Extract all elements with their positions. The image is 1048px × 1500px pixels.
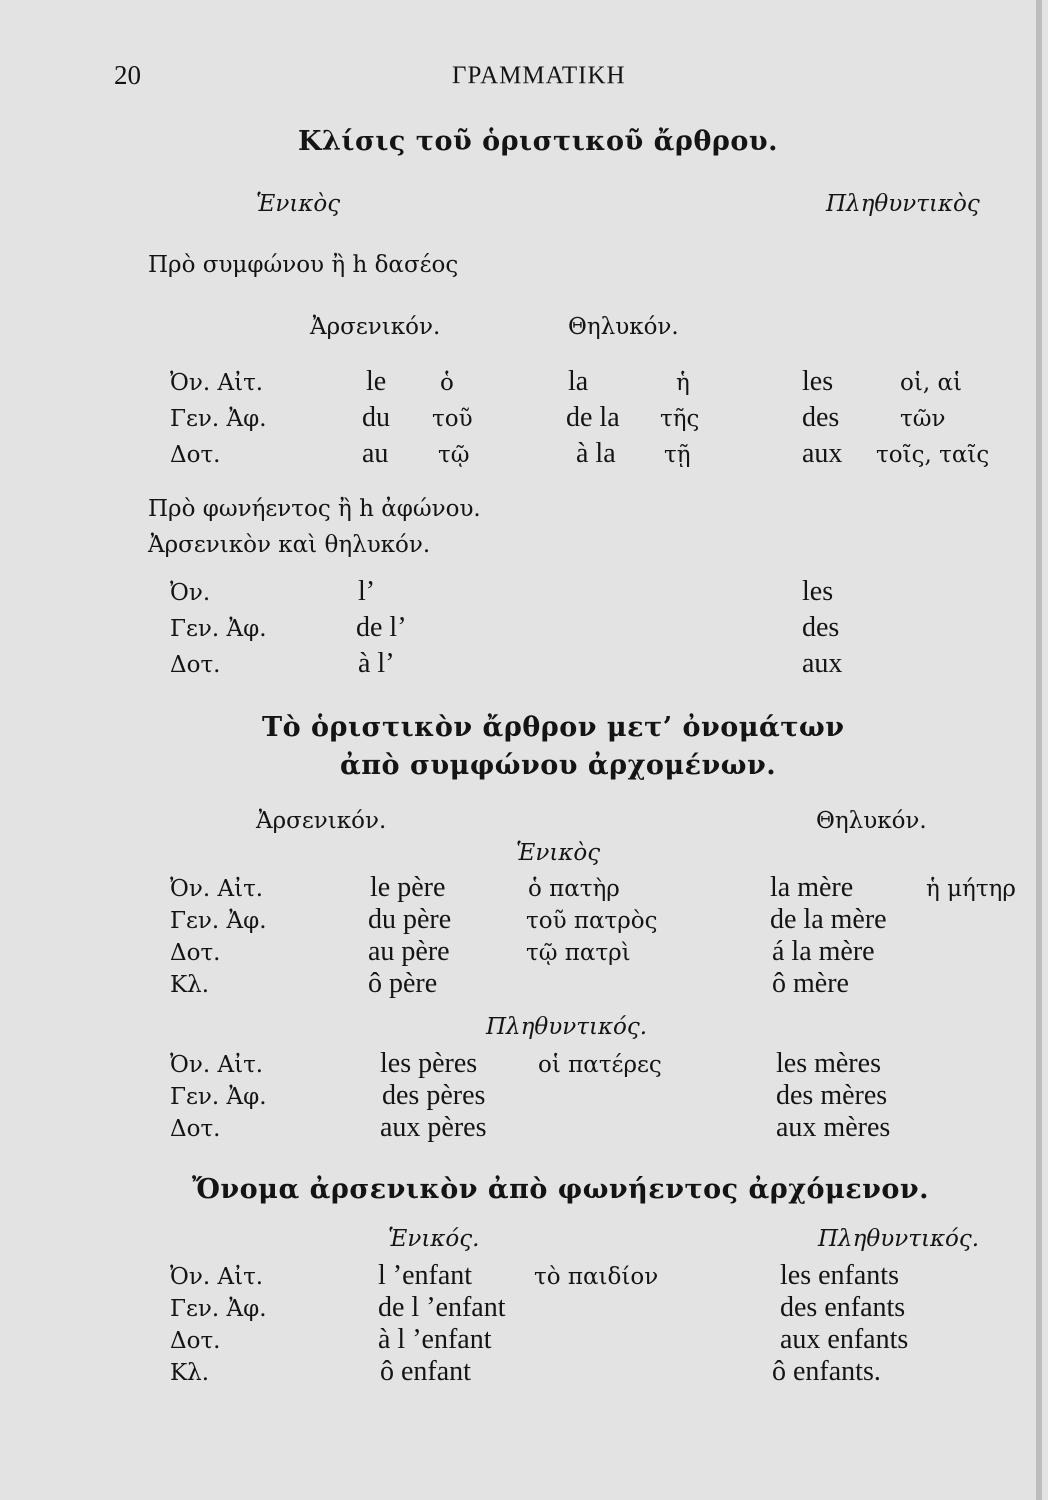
noun-gk: τοῦ πατρὸς xyxy=(526,908,658,934)
section2-title-line1: Τὸ ὁριστικὸν ἄρθρον μετ’ ὀνομάτων xyxy=(262,712,845,743)
article-gk: τῷ xyxy=(438,442,470,468)
article-gk: τῇ xyxy=(664,442,691,468)
case-label: Δοτ. xyxy=(170,442,221,468)
article-fr: des xyxy=(802,612,840,643)
running-title: ΓΡΑΜΜΑΤΙΚΗ xyxy=(452,62,626,89)
noun-fr: le père xyxy=(370,872,446,903)
case-label: Ὀν. Αἰτ. xyxy=(170,876,264,902)
noun-gk: τῷ πατρὶ xyxy=(526,940,631,966)
case-label: Γεν. Ἀφ. xyxy=(170,1084,267,1110)
case-label: Ὀν. xyxy=(170,580,211,606)
case-label: Δοτ. xyxy=(170,940,221,966)
noun-fr: du père xyxy=(368,904,452,935)
article-fr: aux xyxy=(802,648,843,679)
noun-fr: des mères xyxy=(776,1080,888,1111)
article-fr: les xyxy=(802,576,834,607)
article-gk: τοῖς, ταῖς xyxy=(876,442,990,468)
article-fr: des xyxy=(802,402,840,433)
section1-singular-label: Ἑνικὸς xyxy=(256,191,341,217)
noun-fr: aux pères xyxy=(380,1112,487,1143)
article-fr: du xyxy=(362,402,390,433)
case-label: Ὀν. Αἰτ. xyxy=(170,1264,264,1290)
case-label: Ὀν. Αἰτ. xyxy=(170,1052,264,1078)
vowel-note: Πρὸ φωνήεντος ἢ h ἀφώνου. xyxy=(148,496,481,522)
case-label: Γεν. Ἀφ. xyxy=(170,908,267,934)
section2-masculine-label: Ἀρσενικόν. xyxy=(256,808,387,834)
section2-feminine-label: Θηλυκόν. xyxy=(816,808,927,834)
section1-masculine-label: Ἀρσενικόν. xyxy=(310,314,441,340)
noun-fr: á la mère xyxy=(772,936,875,967)
article-fr: de la xyxy=(566,402,620,433)
noun-fr: à l ’enfant xyxy=(378,1324,492,1355)
case-label: Δοτ. xyxy=(170,1116,221,1142)
article-gk: τοῦ xyxy=(432,406,473,432)
section3-plural-label: Πληθυντικός. xyxy=(818,1226,980,1252)
section2-plural-label: Πληθυντικός. xyxy=(486,1014,648,1040)
section2-title-line2: ἀπὸ συμφώνου ἀρχομένων. xyxy=(340,750,777,781)
article-fr: les xyxy=(802,366,834,397)
case-label: Γεν. Ἀφ. xyxy=(170,406,267,432)
section3-title: Ὄνομα ἀρσενικὸν ἀπὸ φωνήεντος ἀρχόμενον. xyxy=(192,1174,930,1205)
article-gk: ὁ xyxy=(440,370,454,396)
section3-singular-label: Ἑνικός. xyxy=(388,1226,480,1252)
noun-fr: les mères xyxy=(776,1048,881,1079)
noun-fr: au père xyxy=(368,936,450,967)
case-label: Γεν. Ἀφ. xyxy=(170,616,267,642)
noun-fr: la mère xyxy=(770,872,854,903)
noun-gk: ὁ πατὴρ xyxy=(528,876,620,902)
noun-fr: ô enfants. xyxy=(772,1356,881,1387)
noun-fr: les enfants xyxy=(780,1260,899,1291)
noun-fr: des pères xyxy=(382,1080,486,1111)
case-label: Δοτ. xyxy=(170,652,221,678)
page-number: 20 xyxy=(114,60,141,90)
page-edge xyxy=(1036,0,1042,1500)
case-label: Ὀν. Αἰτ. xyxy=(170,370,264,396)
noun-fr: de la mère xyxy=(770,904,887,935)
masc-fem-label: Ἀρσενικὸν καὶ θηλυκόν. xyxy=(148,532,431,558)
section1-feminine-label: Θηλυκόν. xyxy=(568,314,679,340)
noun-fr: ô enfant xyxy=(380,1356,471,1387)
consonant-note: Πρὸ συμφώνου ἢ h δασέος xyxy=(148,252,459,278)
article-fr: à la xyxy=(576,438,616,469)
noun-fr: de l ’enfant xyxy=(378,1292,506,1323)
noun-fr: aux mères xyxy=(776,1112,891,1143)
section1-plural-label: Πληθυντικὸς xyxy=(826,191,980,217)
noun-gk: ἡ μήτηρ xyxy=(926,876,1016,902)
noun-fr: aux enfants xyxy=(780,1324,909,1355)
noun-gk: τὸ παιδίον xyxy=(534,1264,659,1290)
article-gk: ἡ xyxy=(676,370,690,396)
article-gk: τῆς xyxy=(660,406,700,432)
article-fr: aux xyxy=(802,438,843,469)
noun-fr: l ’enfant xyxy=(378,1260,473,1291)
case-label: Κλ. xyxy=(170,1360,210,1386)
article-fr: à l’ xyxy=(358,648,395,679)
article-fr: de l’ xyxy=(356,612,407,643)
case-label: Κλ. xyxy=(170,972,210,998)
noun-fr: ô mère xyxy=(772,968,849,999)
noun-fr: ô père xyxy=(368,968,438,999)
article-fr: l’ xyxy=(358,576,376,607)
case-label: Γεν. Ἀφ. xyxy=(170,1296,267,1322)
noun-fr: les pères xyxy=(380,1048,478,1079)
section1-title: Κλίσις τοῦ ὁριστικοῦ ἄρθρου. xyxy=(298,126,778,157)
article-fr: au xyxy=(362,438,389,469)
article-gk: οἱ, αἱ xyxy=(900,370,963,396)
article-fr: la xyxy=(568,366,589,397)
noun-gk: οἱ πατέρες xyxy=(538,1052,662,1078)
article-gk: τῶν xyxy=(900,406,946,432)
article-fr: le xyxy=(366,366,387,397)
case-label: Δοτ. xyxy=(170,1328,221,1354)
noun-fr: des enfants xyxy=(780,1292,906,1323)
section2-singular-label: Ἑνικὸς xyxy=(516,840,601,866)
